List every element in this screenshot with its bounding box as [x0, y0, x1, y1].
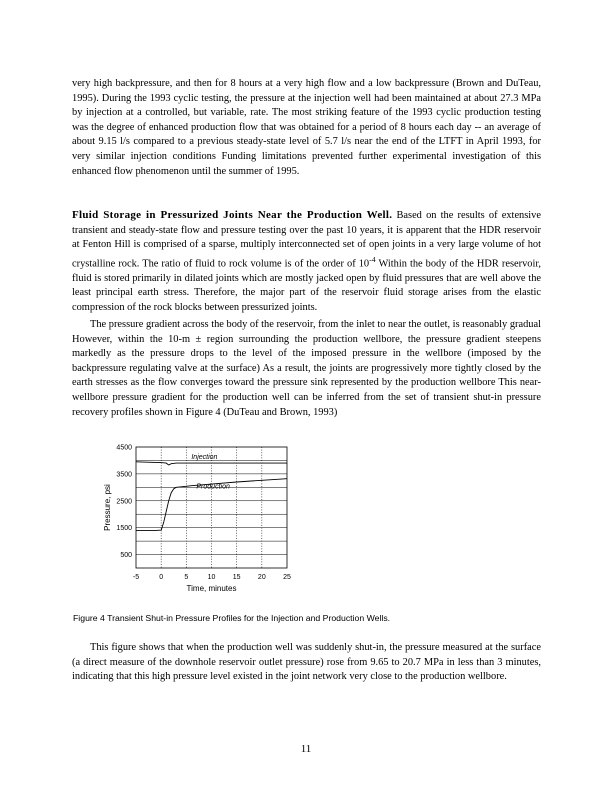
figure-4-chart	[72, 437, 300, 602]
y-tick-label: 2500	[116, 498, 132, 506]
paragraph-1-text: very high backpressure, and then for 8 hours at a very high flow and a low backpressure (Brown and DuTeau, 1995). During the 1993 cyclic testing, the pressure at the injection well had been maintained at about 27.3 MPa by injection at a controlled, but variable, rate. The most striking feature of the 1993 cyclic production testing was the degree of enhanced production flow that was obtained for a period of 8 hours each day -- an average of about 9.15 l/s compared to a previous steady-state level of 5.7 l/s near the end of the LTFT in April 1993, for very similar injection conditions Funding limitations prevented further experimental investigation of this enhanced flow phenomenon until the summer of 1995.	[72, 78, 541, 177]
y-tick-label: 3500	[116, 471, 132, 479]
y-tick-label: 4500	[116, 444, 132, 452]
series-label-production: Production	[196, 483, 230, 491]
paragraph-2-text-b: Within the body of the HDR reservoir, fluid is stored primarily in dilated joints which are mostly jacked open by fluid pressures that are well above the least principal earth stress. Therefore, the major part of the reservoir fluid storage arises from the elastic compression of the rock blocks between pressurized joints.	[72, 258, 541, 314]
section-heading: Fluid Storage in Pressurized Joints Near the Production Well.	[72, 209, 393, 221]
x-tick-label: 5	[184, 574, 189, 581]
x-tick-label: -5	[132, 574, 140, 581]
paragraph-4-text: This figure shows that when the production well was suddenly shut-in, the pressure measured at the surface (a direct measure of the downhole reservoir outlet pressure) rose from 9.65 to 20.7 MPa in less than 3 minutes, indicating that this high pressure level existed in the joint network very close to the production wellbore.	[72, 642, 541, 683]
page-number: 11	[300, 743, 312, 755]
x-tick-label: 10	[207, 574, 216, 581]
x-tick-label: 25	[283, 574, 291, 581]
series-label-injection: Injection	[191, 454, 218, 462]
x-tick-label: 20	[257, 574, 266, 581]
paragraph-2	[72, 208, 541, 316]
chart-svg	[72, 437, 300, 602]
y-tick-label: 500	[120, 552, 132, 560]
series-line-injection	[136, 462, 287, 465]
paragraph-1	[72, 77, 541, 179]
x-tick-label: 15	[232, 574, 241, 581]
paragraph-4	[72, 641, 541, 685]
paragraph-2-text-a: Based on the results of extensive transient and steady-state flow and pressure testing over the past 10 years, it is apparent that the HDR reservoir at Fenton Hill is comprised of a sparse, multiply interconnected set of open joints in a very large volume of hot crystalline rock. The ratio of fluid to rock volume is of the order of 10	[72, 210, 541, 270]
x-axis-label: Time, minutes	[186, 584, 237, 593]
paragraph-3	[72, 318, 541, 420]
y-tick-label: 1500	[116, 525, 132, 533]
x-tick-label: 0	[159, 574, 164, 581]
paragraph-3-text: The pressure gradient across the body of the reservoir, from the inlet to near the outlet, is reasonably gradual However, within the 10-m ± region surrounding the production wellbore, the pressure gradient steepens markedly as the pressure drops to the level of the imposed pressure in the wellbore (imposed by the backpressure regulating valve at the surface) As a result, the joints are progressively more tightly closed by the earth stresses as the flow converges toward the pressure sink represented by the production wellbore This near-wellbore pressure gradient for the production well can be inferred from the set of transient shut-in pressure recovery profiles shown in Figure 4 (DuTeau and Brown, 1993)	[72, 319, 541, 418]
exponent: -4	[369, 254, 376, 264]
y-axis-label: Pressure, psi	[103, 484, 112, 531]
figure-caption: Figure 4 Transient Shut-in Pressure Profiles for the Injection and Production Wells.	[73, 613, 391, 623]
